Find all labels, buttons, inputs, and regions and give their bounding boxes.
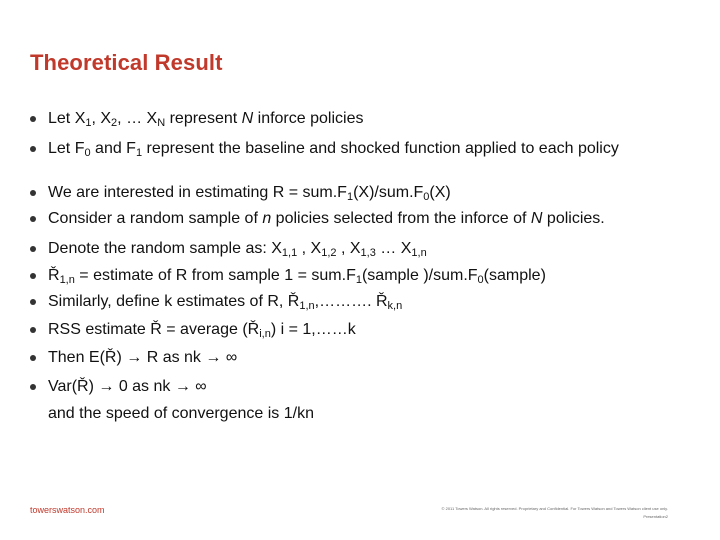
bullet-text: RSS estimate Ř = average $(Ř_{i,n}) i$ = 1,……k — [48, 321, 356, 340]
bullet-text: Denote the random sample as: $X_{1,1}$ , $X_{1,2}$ , $X_{1,3}$ … $X_{1,n}$ — [48, 240, 427, 259]
bullet-text: Let $F_0$ and $F_1$ represent the baseline and shocked function applied to each policy — [48, 140, 619, 159]
bullet-text: Var(Ř) → 0 as nk → ∞ — [48, 378, 207, 395]
bullet-dot-icon — [30, 355, 36, 361]
bullet-dot-icon — [30, 246, 36, 252]
bullet-dot-icon — [30, 146, 36, 152]
bullet-dot-icon — [30, 299, 36, 305]
bullet-dot-icon — [30, 216, 36, 222]
bullet-dot-icon — [30, 190, 36, 196]
bullet-text: $Ř_{1,n}$ = estimate of R from sample $1 = sum.F_1(sample$ )$/sum.F_0(sample)$ — [48, 267, 546, 286]
bullet-dot-icon — [30, 384, 36, 390]
continuation-text: and the speed of convergence is 1/kn — [48, 405, 314, 422]
footer-presentation-tag: Presentation2 — [643, 514, 668, 519]
bullet-dot-icon — [30, 273, 36, 279]
bullet-text: Then E(Ř) → R as nk → ∞ — [48, 349, 238, 366]
bullet-text: Consider a random sample of n policies selected from the inforce of N policies. — [48, 210, 605, 227]
bullet-dot-icon — [30, 327, 36, 333]
bullet-text: Let $X_1$, $X_2$, … $X_N$ represent N inforce policies — [48, 110, 364, 129]
bullet-text: Similarly, define k estimates of R, $Ř_{1,n},\dots\dots\dots$. $Ř_{k,n}$ — [48, 293, 403, 312]
slide-title: Theoretical Result — [30, 50, 223, 75]
bullet-dot-icon — [30, 116, 36, 122]
bullet-text: We are interested in estimating $R = sum.F_1(X)/sum.F_0(X)$ — [48, 184, 451, 203]
footer-logo-link[interactable]: towerswatson.com — [30, 505, 105, 515]
footer-copyright: © 2011 Towers Watson. All rights reserved. Proprietary and Confidential. For Towers Watson and Towers Watson client use only. — [441, 506, 668, 511]
